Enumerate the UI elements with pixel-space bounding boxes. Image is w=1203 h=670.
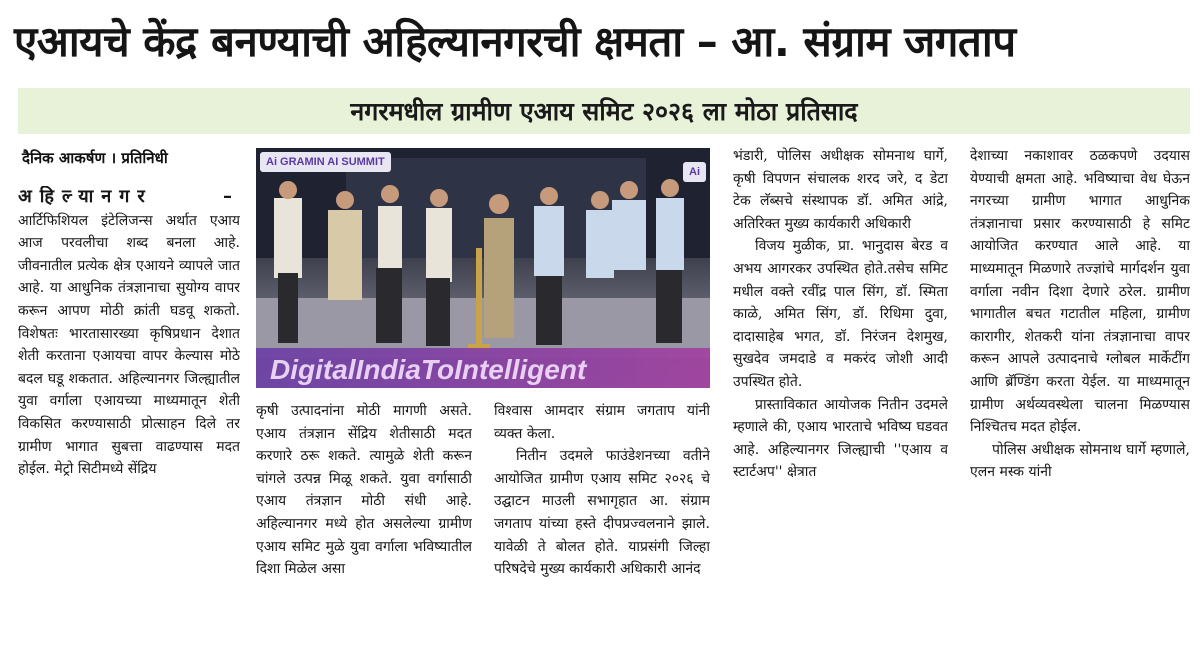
summit-logo: Ai GRAMIN AI SUMMIT bbox=[260, 152, 391, 172]
subheadline: नगरमधील ग्रामीण एआय समिट २०२६ ला मोठा प्रतिसाद bbox=[350, 97, 858, 126]
stage-banner: DigitalIndiaToIntelligent bbox=[256, 348, 710, 388]
lead-word: अहिल्यानगर – bbox=[18, 186, 240, 207]
article-column-5 bbox=[970, 145, 1190, 666]
column-3-para-2: नितीन उदमले फाउंडेशनच्या वतीने आयोजित ग्रामीण एआय समिट २०२६ चे उद्घाटन माउली सभागृहात आ. संग्राम जगताप यांच्या हस्ते दीपप्रज्वलनाने झाले. यावेळी ते बोलत होते. याप्रसंगी जिल्हा परिषदेचे मुख्य कार्यकारी अधिकारी आनंद bbox=[494, 448, 710, 578]
column-3-para-1: विश्वास आमदार संग्राम जगताप यांनी व्यक्त केला. bbox=[494, 403, 710, 442]
article-column-2 bbox=[256, 400, 472, 666]
column-4-para-3: प्रास्ताविकात आयोजक नितीन उदमले म्हणाले की, एआय भारताचे भविष्य घडवत आहे. अहिल्यानगर जिल्ह्याची ''एआय व स्टार्टअप'' क्षेत्रात bbox=[733, 396, 948, 481]
article-column-4 bbox=[733, 145, 948, 666]
column-4-para-1: भंडारी, पोलिस अधीक्षक सोमनाथ घार्गे, कृषी विपणन संचालक शरद जरे, द डेटा टेक लॅब्सचे संस्थापक डॉ. अमित आंद्रे, अतिरिक्त मुख्य कार्यकारी अधिकारी bbox=[733, 148, 948, 232]
byline: दैनिक आकर्षण । प्रतिनिधी bbox=[22, 149, 168, 167]
column-5-para-1: देशाच्या नकाशावर ठळकपणे उदयास येण्याची क्षमता आहे. भविष्याचा वेध घेऊन नगरच्या ग्रामीण भागात आधुनिक तंत्रज्ञानाचा प्रसार करण्यासाठी हे समिट आयोजित करण्यात आले आहे. या माध्यमातून मिळणारे तज्ज्ञांचे मार्गदर्शन युवा वर्गाला नवीन दिशा देणारे ठरेल. ग्रामीण भागातील बचत गटातील महिला, ग्रामीण कारागीर, शेतकरी यांना तंत्रज्ञानाचा वापर करून आपले उत्पादनाचे ग्लोबल मार्केटींग आणि ब्रॅण्डिंग करता येईल. या माध्यमातून ग्रामीण अर्थव्यवस्थेला चालना मिळण्यास निश्चितच मदत होईल. bbox=[970, 148, 1190, 436]
column-5-para-2: पोलिस अधीक्षक सोमनाथ घार्गे म्हणाले, एलन मस्क यांनी bbox=[970, 441, 1190, 481]
column-2-text: कृषी उत्पादनांना मोठी मागणी असते. एआय तंत्रज्ञान सेंद्रिय शेतीसाठी मदत करणारे ठरू शकते. त्यामुळे शेती करून चांगले उत्पन्न मिळू शकते. युवा वर्गासाठी एआय तंत्रज्ञान मोठी संधी आहे. अहिल्यानगर मध्ये होत असलेल्या ग्रामीण एआय समिट मुळे युवा वर्गाला भविष्यातील दिशा मिळेल असा bbox=[256, 403, 472, 578]
article-column-1 bbox=[18, 186, 240, 666]
column-4-para-2: विजय मुळीक, प्रा. भानुदास बेरड व अभय आगरकर उपस्थित होते.तसेच समिट मधील वक्ते रवींद्र पाल सिंग, डॉ. स्मिता काळे, अमित सिंग, डॉ. रिधिमा दुवा, दादासाहेब भगत, डॉ. निरंजन देशमुख, सुखदेव जमदाडे व मकरंद जोशी आदी उपस्थित होते. bbox=[733, 238, 948, 390]
subheadline-bar bbox=[18, 88, 1190, 134]
column-1-text: आर्टिफिशियल इंटेलिजन्स अर्थात एआय आज परवलीचा शब्द बनला आहे. जीवनातील प्रत्येक क्षेत्र एआयने व्यापले जात आहे. या आधुनिक तंत्रज्ञानाचा सुयोग्य वापर करून आपण मोठी क्रांती घडवू शकतो. विशेषतः भारतासारख्या कृषिप्रधान देशात शेती करताना एआयचा वापर केल्यास मोठे बदल घडू शकतात. अहिल्यानगर जिल्ह्यातील युवा वर्गाला एआयच्या माध्यमातून शेती विकसित करण्यासाठी प्रोत्साहन दिले तर ग्रामीण भागात सुबत्ता वाढण्यास मदत होईल. मेट्रो सिटीमध्ये सेंद्रिय bbox=[18, 212, 240, 478]
article-column-3 bbox=[494, 400, 710, 666]
event-photo bbox=[256, 148, 710, 388]
headline: एआयचे केंद्र बनण्याची अहिल्यानगरची क्षमता – आ. संग्राम जगताप bbox=[14, 17, 1016, 66]
summit-logo-right: Ai bbox=[683, 162, 706, 182]
